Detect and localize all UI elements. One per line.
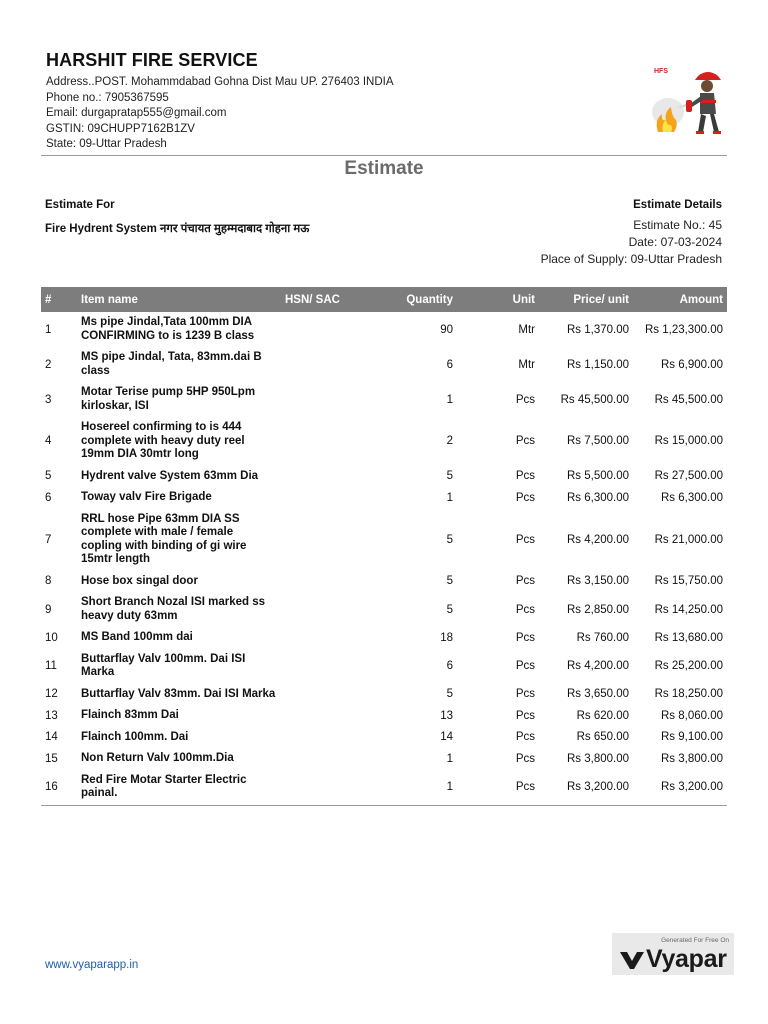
row-hsn-sac (281, 592, 363, 627)
row-amount: Rs 15,000.00 (654, 435, 723, 448)
row-number: 7 (45, 533, 52, 546)
row-unit: Pcs (457, 770, 539, 806)
company-logo (644, 62, 728, 138)
row-number: 15 (45, 752, 58, 765)
row-quantity: 1 (363, 770, 457, 806)
table-row (41, 571, 727, 593)
estimate-date: Date: 07-03-2024 (628, 235, 722, 249)
row-unit: Pcs (515, 435, 535, 448)
header-item-name: Item name (77, 287, 281, 312)
vyapar-brand (620, 945, 727, 974)
row-item-name: Hydrent valve System 63mm Dia (81, 469, 259, 482)
row-number: 4 (45, 435, 52, 448)
table-row (41, 727, 727, 749)
row-quantity: 13 (440, 709, 453, 722)
row-number: 9 (45, 603, 52, 616)
company-state: State: 09-Uttar Pradesh (46, 138, 167, 151)
table-row (41, 748, 727, 770)
header-amount: Amount (633, 287, 727, 312)
row-unit: Pcs (515, 393, 535, 406)
row-unit: Pcs (515, 603, 535, 616)
row-amount: Rs 21,000.00 (654, 533, 723, 546)
row-item-name: Motar Terise pump 5HP 950Lpm kirloskar, ISI (81, 386, 256, 412)
header-number: # (41, 287, 77, 312)
row-price-unit: Rs 760.00 (576, 631, 629, 644)
row-item-name: Flainch 83mm Dai (81, 709, 179, 721)
row-item-name: Buttarflay Valv 100mm. Dai ISI Marka (81, 652, 246, 678)
row-price-unit: Rs 3,800.00 (566, 752, 629, 765)
row-price-unit: Rs 650.00 (576, 731, 629, 744)
place-of-supply: Place of Supply: 09-Uttar Pradesh (540, 252, 722, 266)
row-item-name: RRL hose Pipe 63mm DIA SS complete with male / female copling with binding of gi wire 15mtr length (81, 512, 247, 565)
row-quantity: 6 (446, 660, 453, 672)
row-item-name: MS Band 100mm dai (81, 631, 193, 643)
row-amount: Rs 27,500.00 (654, 470, 723, 483)
row-item-name: Ms pipe Jindal,Tata 100mm DIA CONFIRMING to is 1239 B class (81, 316, 255, 342)
row-item-name: Non Return Valv 100mm.Dia (81, 752, 234, 764)
row-unit: Pcs (515, 631, 535, 644)
estimate-details-section (541, 199, 722, 268)
table-row (41, 684, 727, 706)
row-quantity: 5 (446, 688, 453, 701)
row-amount: Rs 15,750.00 (654, 575, 723, 588)
estimate-for-party: Fire Hydrent System नगर पंचायत मुहम्मदाबाद गोहना मऊ (45, 223, 310, 235)
row-hsn-sac (281, 487, 363, 509)
row-unit: Pcs (515, 470, 535, 483)
row-number: 8 (45, 575, 52, 588)
row-hsn-sac (281, 466, 363, 488)
row-price-unit: Rs 2,850.00 (566, 603, 629, 616)
badge-caption: Generated For Free On (661, 937, 729, 944)
row-unit: Pcs (515, 491, 535, 504)
row-unit: Mtr (518, 358, 535, 371)
company-gstin: GSTIN: 09CHUPP7162B1ZV (46, 122, 195, 135)
row-amount: Rs 3,800.00 (660, 752, 723, 765)
row-price-unit: Rs 5,500.00 (566, 470, 629, 483)
table-row (41, 705, 727, 727)
estimate-for-heading: Estimate For (45, 199, 115, 211)
row-hsn-sac (281, 347, 363, 382)
website-link[interactable]: www.vyaparapp.in (45, 959, 139, 971)
row-amount: Rs 3,200.00 (633, 770, 727, 806)
row-amount: Rs 45,500.00 (654, 393, 723, 406)
row-quantity: 5 (446, 603, 453, 616)
company-name: HARSHIT FIRE SERVICE (46, 50, 258, 70)
items-table (41, 287, 727, 806)
header-price-unit: Price/ unit (539, 287, 633, 312)
row-amount: Rs 6,300.00 (660, 491, 723, 504)
row-item-name: Short Branch Nozal ISI marked ss heavy duty 63mm (81, 596, 266, 622)
row-item-name: Flainch 100mm. Dai (81, 730, 189, 743)
row-amount: Rs 13,680.00 (654, 631, 723, 644)
row-price-unit: Rs 6,300.00 (566, 491, 629, 504)
row-amount: Rs 18,250.00 (654, 688, 723, 701)
row-price-unit: Rs 45,500.00 (560, 393, 629, 406)
table-row (41, 649, 727, 684)
row-price-unit: Rs 3,650.00 (566, 688, 629, 701)
row-amount: Rs 6,900.00 (660, 358, 723, 371)
row-number: 3 (45, 393, 52, 406)
table-row (41, 382, 727, 417)
row-item-name: Hose box singal door (81, 574, 198, 587)
table-row (41, 417, 727, 466)
row-unit: Pcs (515, 660, 535, 672)
row-quantity: 5 (446, 533, 453, 546)
row-quantity: 6 (446, 358, 453, 371)
row-hsn-sac (281, 684, 363, 706)
company-address: Address..POST. Mohammdabad Gohna Dist Mau UP. 276403 INDIA (46, 76, 394, 88)
row-item-name: Buttarflay Valv 83mm. Dai ISI Marka (81, 687, 276, 700)
row-hsn-sac (281, 770, 363, 806)
estimate-for-section (45, 199, 309, 236)
row-hsn-sac (281, 727, 363, 749)
row-number: 13 (45, 709, 58, 722)
estimate-details-heading: Estimate Details (633, 199, 722, 211)
row-item-name: MS pipe Jindal, Tata, 83mm.dai B class (81, 351, 262, 377)
row-amount: Rs 8,060.00 (660, 709, 723, 722)
row-quantity: 5 (446, 575, 453, 588)
row-number: 16 (41, 770, 77, 806)
row-hsn-sac (281, 382, 363, 417)
table-header-row (41, 287, 727, 312)
table-row (41, 487, 727, 509)
header-divider (41, 155, 727, 156)
row-number: 6 (45, 491, 52, 504)
row-number: 12 (45, 688, 58, 701)
items-table-body (41, 312, 727, 805)
estimate-number: Estimate No.: 45 (633, 218, 722, 232)
header-unit: Unit (457, 287, 539, 312)
row-quantity: 2 (446, 435, 453, 448)
table-row (41, 347, 727, 382)
row-price-unit: Rs 4,200.00 (566, 533, 629, 546)
row-price-unit: Rs 3,150.00 (566, 575, 629, 588)
vyapar-logo-icon (620, 950, 644, 970)
row-hsn-sac (281, 417, 363, 466)
row-item-name: Hosereel confirming to is 444 complete with heavy duty reel 19mm DIA 30mtr long (81, 421, 245, 460)
table-row (41, 592, 727, 627)
company-email: Email: durgapratap555@gmail.com (46, 107, 227, 120)
company-header (46, 50, 394, 153)
header-quantity: Quantity (363, 287, 457, 312)
header-hsn-sac: HSN/ SAC (281, 287, 363, 312)
row-hsn-sac (281, 312, 363, 347)
row-unit: Pcs (515, 688, 535, 701)
row-quantity: 18 (440, 631, 453, 644)
logo-text: HFS (654, 68, 668, 75)
row-hsn-sac (281, 627, 363, 649)
row-amount: Rs 25,200.00 (654, 660, 723, 672)
firefighter-logo-icon (644, 62, 728, 138)
row-unit: Pcs (515, 709, 535, 722)
row-amount: Rs 14,250.00 (654, 603, 723, 616)
row-item-name: Red Fire Motar Starter Electric painal. (77, 770, 281, 806)
row-number: 5 (45, 470, 52, 483)
row-quantity: 14 (440, 731, 453, 744)
row-quantity: 90 (440, 323, 453, 336)
row-price-unit: Rs 1,370.00 (566, 323, 629, 336)
row-hsn-sac (281, 705, 363, 727)
row-unit: Pcs (515, 731, 535, 744)
table-row (41, 627, 727, 649)
row-price-unit: Rs 7,500.00 (566, 435, 629, 448)
row-hsn-sac (281, 649, 363, 684)
row-quantity: 1 (446, 491, 453, 504)
row-number: 2 (45, 358, 52, 371)
badge-brand: Vyapar (646, 945, 727, 973)
row-quantity: 1 (446, 393, 453, 406)
document-title: Estimate (344, 158, 424, 179)
row-unit: Pcs (515, 752, 535, 765)
row-amount: Rs 9,100.00 (660, 731, 723, 744)
row-item-name: Toway valv Fire Brigade (81, 491, 212, 503)
row-hsn-sac (281, 571, 363, 593)
row-quantity: 5 (446, 470, 453, 483)
row-price-unit: Rs 4,200.00 (566, 660, 629, 672)
row-hsn-sac (281, 509, 363, 571)
table-row (41, 312, 727, 347)
row-amount: Rs 1,23,300.00 (644, 323, 723, 336)
row-unit: Mtr (518, 323, 535, 336)
row-price-unit: Rs 620.00 (576, 709, 629, 722)
row-number: 11 (45, 660, 57, 672)
row-quantity: 1 (446, 752, 453, 765)
company-phone: Phone no.: 7905367595 (46, 91, 169, 104)
row-number: 1 (45, 323, 52, 336)
vyapar-badge (612, 933, 734, 975)
row-number: 10 (45, 631, 58, 644)
row-unit: Pcs (515, 575, 535, 588)
row-number: 14 (45, 731, 58, 744)
row-unit: Pcs (515, 533, 535, 546)
row-price-unit: Rs 1,150.00 (566, 358, 629, 371)
table-row (41, 770, 727, 806)
table-row (41, 466, 727, 488)
table-row (41, 509, 727, 571)
row-hsn-sac (281, 748, 363, 770)
row-price-unit: Rs 3,200.00 (539, 770, 633, 806)
